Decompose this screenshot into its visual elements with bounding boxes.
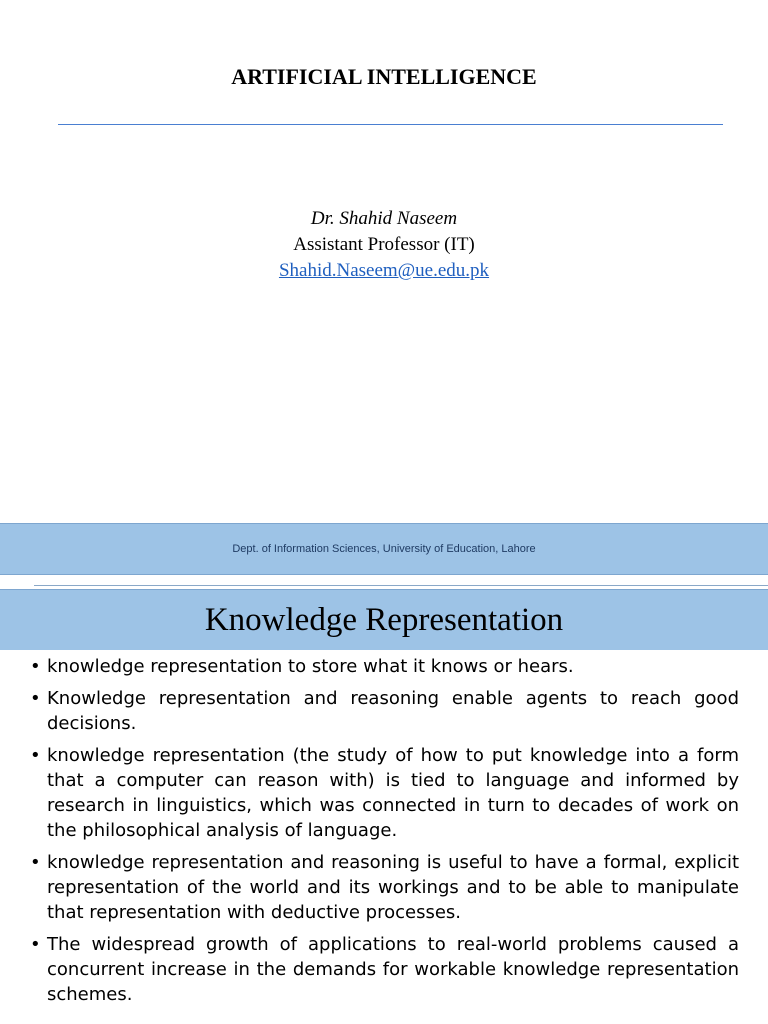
document-title: ARTIFICIAL INTELLIGENCE [231, 64, 537, 89]
bullet-text: knowledge representation and reasoning is useful to have a formal, explicit representation of the world and its workings and to be able to manipulate that representation with deductive processes. [47, 852, 739, 923]
bullet-icon: • [30, 688, 41, 709]
bullet-item [30, 743, 739, 843]
author-block [0, 206, 768, 284]
bullet-item [30, 932, 739, 1007]
author-name: Dr. Shahid Naseem [310, 208, 458, 229]
department-footer-band [0, 523, 768, 575]
title-divider [58, 124, 723, 125]
bullet-icon: • [30, 745, 41, 766]
bullet-icon: • [30, 852, 41, 873]
bullet-item [30, 654, 739, 679]
bullet-text: Knowledge representation and reasoning enable agents to reach good decisions. [47, 688, 739, 734]
bullet-text: knowledge representation (the study of how to put knowledge into a form that a computer can reason with) is tied to language and informed by research in linguistics, which was connected in turn to decades of work on the philosophical analysis of language. [47, 745, 739, 841]
department-footer-text: Dept. of Information Sciences, University of Education, Lahore [232, 543, 536, 555]
bullet-text: The widespread growth of applications to real-world problems caused a concurrent increase in the demands for workable knowledge representation schemes. [47, 934, 739, 1005]
bullet-icon: • [30, 934, 41, 955]
bullet-item [30, 850, 739, 925]
slide-divider [34, 585, 768, 586]
author-role: Assistant Professor (IT) [293, 234, 475, 255]
author-email-link[interactable]: Shahid.Naseem@ue.edu.pk [278, 260, 490, 281]
bullet-list [30, 654, 739, 1014]
section-heading: Knowledge Representation [204, 601, 564, 638]
bullet-icon: • [30, 656, 41, 677]
section-title-band [0, 589, 768, 650]
bullet-item [30, 686, 739, 736]
bullet-text: knowledge representation to store what it knows or hears. [47, 656, 574, 677]
